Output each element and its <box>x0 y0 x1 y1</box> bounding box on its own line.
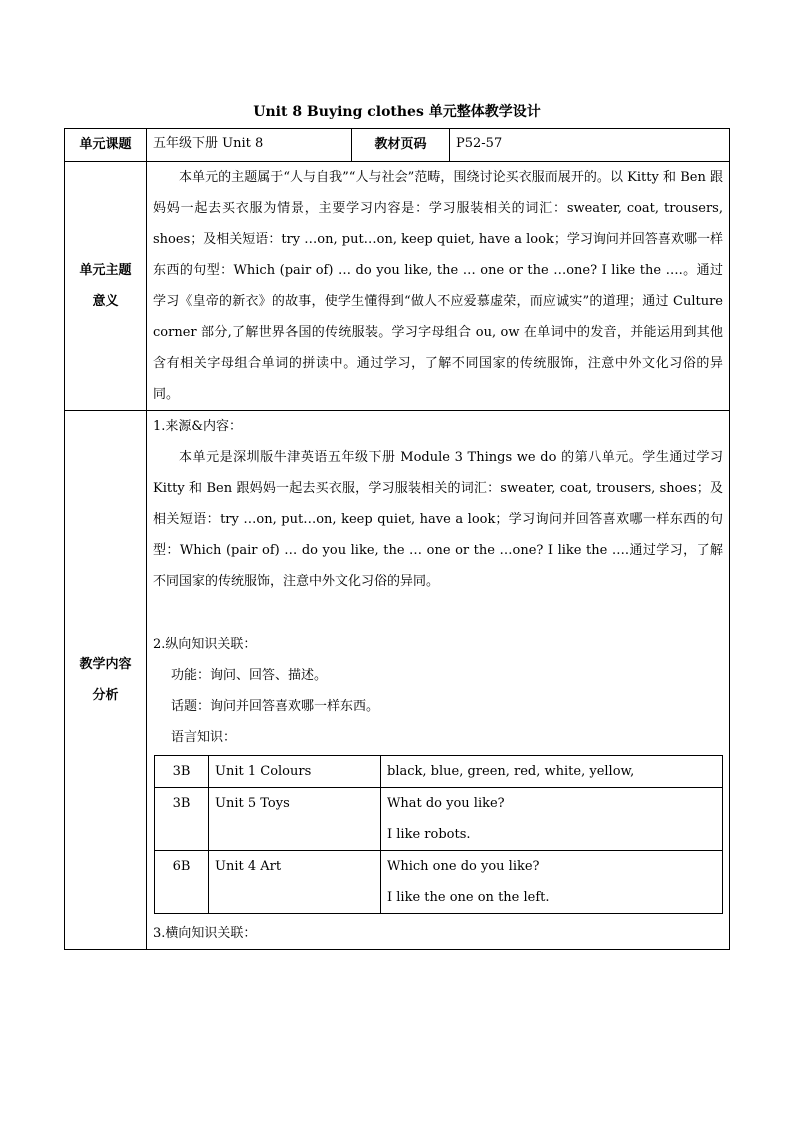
content-analysis-label-line1: 教学内容 <box>79 657 132 672</box>
document-title: Unit 8 Buying clothes 单元整体教学设计 <box>253 104 541 120</box>
table-row <box>155 851 723 914</box>
section2-title: 2.纵向知识关联： <box>153 637 257 652</box>
unit-theme-content <box>147 162 730 411</box>
content-cell <box>381 788 723 851</box>
content-cell <box>381 851 723 914</box>
function-line: 功能：询问、回答、描述。 <box>171 668 328 683</box>
unit-theme-text: 本单元的主题属于“人与自我”“人与社会”范畴，围绕讨论买衣服而展开的。以 Kitty 和 Ben 跟妈妈一起去买衣服为情景，主要学习内容是：学习服装相关的词汇：sweater, coat, trousers, shoes；及相关短语：try …on, put…on, keep quiet, have a look；学习询问并回答喜欢哪一样东西的句型：Which (pair of) … do you like, the … one or the …one? I like the ….。通过学习《皇帝的新衣》的故事，使学生懂得到“做人不应爱慕虚荣，而应诚实”的道理；通过 Culture corner 部分,了解世界各国的传统服装。学习字母组合 ou, ow 在单词中的发音，并能运用到其他含有相关字母组合单词的拼读中。通过学习，了解不同国家的传统服饰，注意中外文化习俗的异同。 <box>153 170 723 402</box>
unit-topic-value: 五年级下册 Unit 8 <box>147 129 352 162</box>
unit-cell: Unit 1 Colours <box>209 756 381 788</box>
unit-cell: Unit 5 Toys <box>209 788 381 851</box>
unit-theme-label <box>65 162 147 411</box>
content-line: What do you like? <box>387 796 505 811</box>
table-row <box>155 788 723 851</box>
unit-cell: Unit 4 Art <box>209 851 381 914</box>
grade-cell: 3B <box>155 788 209 851</box>
content-cell <box>381 756 723 788</box>
unit-design-table <box>64 128 730 950</box>
content-analysis-label-line2: 分析 <box>92 688 119 703</box>
content-line: Which one do you like? <box>387 859 540 874</box>
grade-cell: 6B <box>155 851 209 914</box>
content-analysis-content <box>147 411 730 950</box>
unit-topic-row <box>65 129 730 162</box>
table-row <box>155 756 723 788</box>
section3-title: 3.横向知识关联： <box>153 926 257 941</box>
textbook-pages-label: 教材页码 <box>352 129 450 162</box>
textbook-pages-value: P52-57 <box>450 129 730 162</box>
unit-topic-label: 单元课题 <box>65 129 147 162</box>
unit-theme-label-line1: 单元主题 <box>79 263 132 278</box>
section1-text: 本单元是深圳版牛津英语五年级下册 Module 3 Things we do 的第八单元。学生通过学习 Kitty 和 Ben 跟妈妈一起去买衣服，学习服装相关的词汇：sweater, coat, trousers, shoes；及相关短语：try …on, put…on, keep quiet, have a look；学习询问并回答喜欢哪一样东西的句型：Which (pair of) … do you like, the … one or the …one? I like the ….通过学习，了解不同国家的传统服饰，注意中外文化习俗的异同。 <box>153 450 723 589</box>
grade-cell: 3B <box>155 756 209 788</box>
content-line: I like robots. <box>387 827 471 842</box>
content-line: black, blue, green, red, white, yellow, <box>387 764 635 779</box>
content-analysis-row <box>65 411 730 950</box>
language-knowledge-line: 语言知识： <box>171 730 237 745</box>
knowledge-table <box>154 755 723 914</box>
content-line: I like the one on the left. <box>387 890 550 905</box>
topic-line: 话题：询问并回答喜欢哪一样东西。 <box>171 699 380 714</box>
content-analysis-label <box>65 411 147 950</box>
unit-theme-label-line2: 意义 <box>92 294 119 309</box>
unit-theme-row <box>65 162 730 411</box>
section1-title: 1.来源&内容： <box>153 419 242 434</box>
